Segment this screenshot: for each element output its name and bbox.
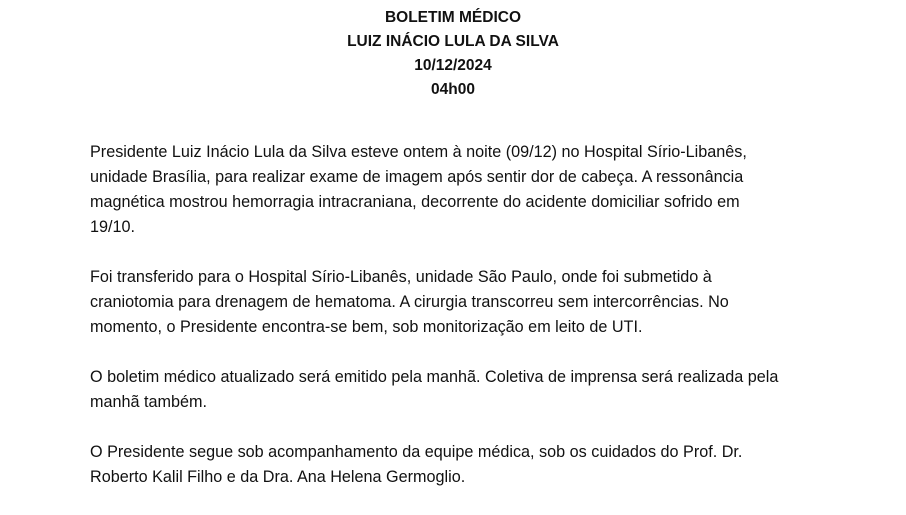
bulletin-title: BOLETIM MÉDICO <box>384 9 522 26</box>
paragraph-line: O Presidente segue sob acompanhamento da equipe médica, sob os cuidados do Prof. Dr. <box>90 443 743 461</box>
paragraph-1 <box>90 140 810 240</box>
paragraph-line: manhã também. <box>90 393 207 411</box>
paragraph-3 <box>90 365 810 415</box>
paragraph-line: unidade Brasília, para realizar exame de imagem após sentir dor de cabeça. A ressonância <box>90 168 744 186</box>
paragraph-line: Presidente Luiz Inácio Lula da Silva esteve ontem à noite (09/12) no Hospital Sírio-Libanês, <box>90 143 747 161</box>
paragraph-line: craniotomia para drenagem de hematoma. A cirurgia transcorreu sem intercorrências. No <box>90 293 729 311</box>
patient-name: LUIZ INÁCIO LULA DA SILVA <box>347 33 559 50</box>
bulletin-header <box>0 6 906 102</box>
paragraph-4 <box>90 440 810 490</box>
bulletin-time: 04h00 <box>431 81 475 98</box>
paragraph-line: magnética mostrou hemorragia intracraniana, decorrente do acidente domiciliar sofrido em <box>90 193 740 211</box>
bulletin-body <box>90 140 810 515</box>
paragraph-line: Foi transferido para o Hospital Sírio-Libanês, unidade São Paulo, onde foi submetido à <box>90 268 712 286</box>
paragraph-line: momento, o Presidente encontra-se bem, sob monitorização em leito de UTI. <box>90 318 643 336</box>
paragraph-line: Roberto Kalil Filho e da Dra. Ana Helena Germoglio. <box>90 468 466 486</box>
paragraph-line: 19/10. <box>90 218 136 236</box>
bulletin-date: 10/12/2024 <box>414 57 492 74</box>
paragraph-line: O boletim médico atualizado será emitido pela manhã. Coletiva de imprensa será realizada pela <box>90 368 779 386</box>
paragraph-2 <box>90 265 810 340</box>
